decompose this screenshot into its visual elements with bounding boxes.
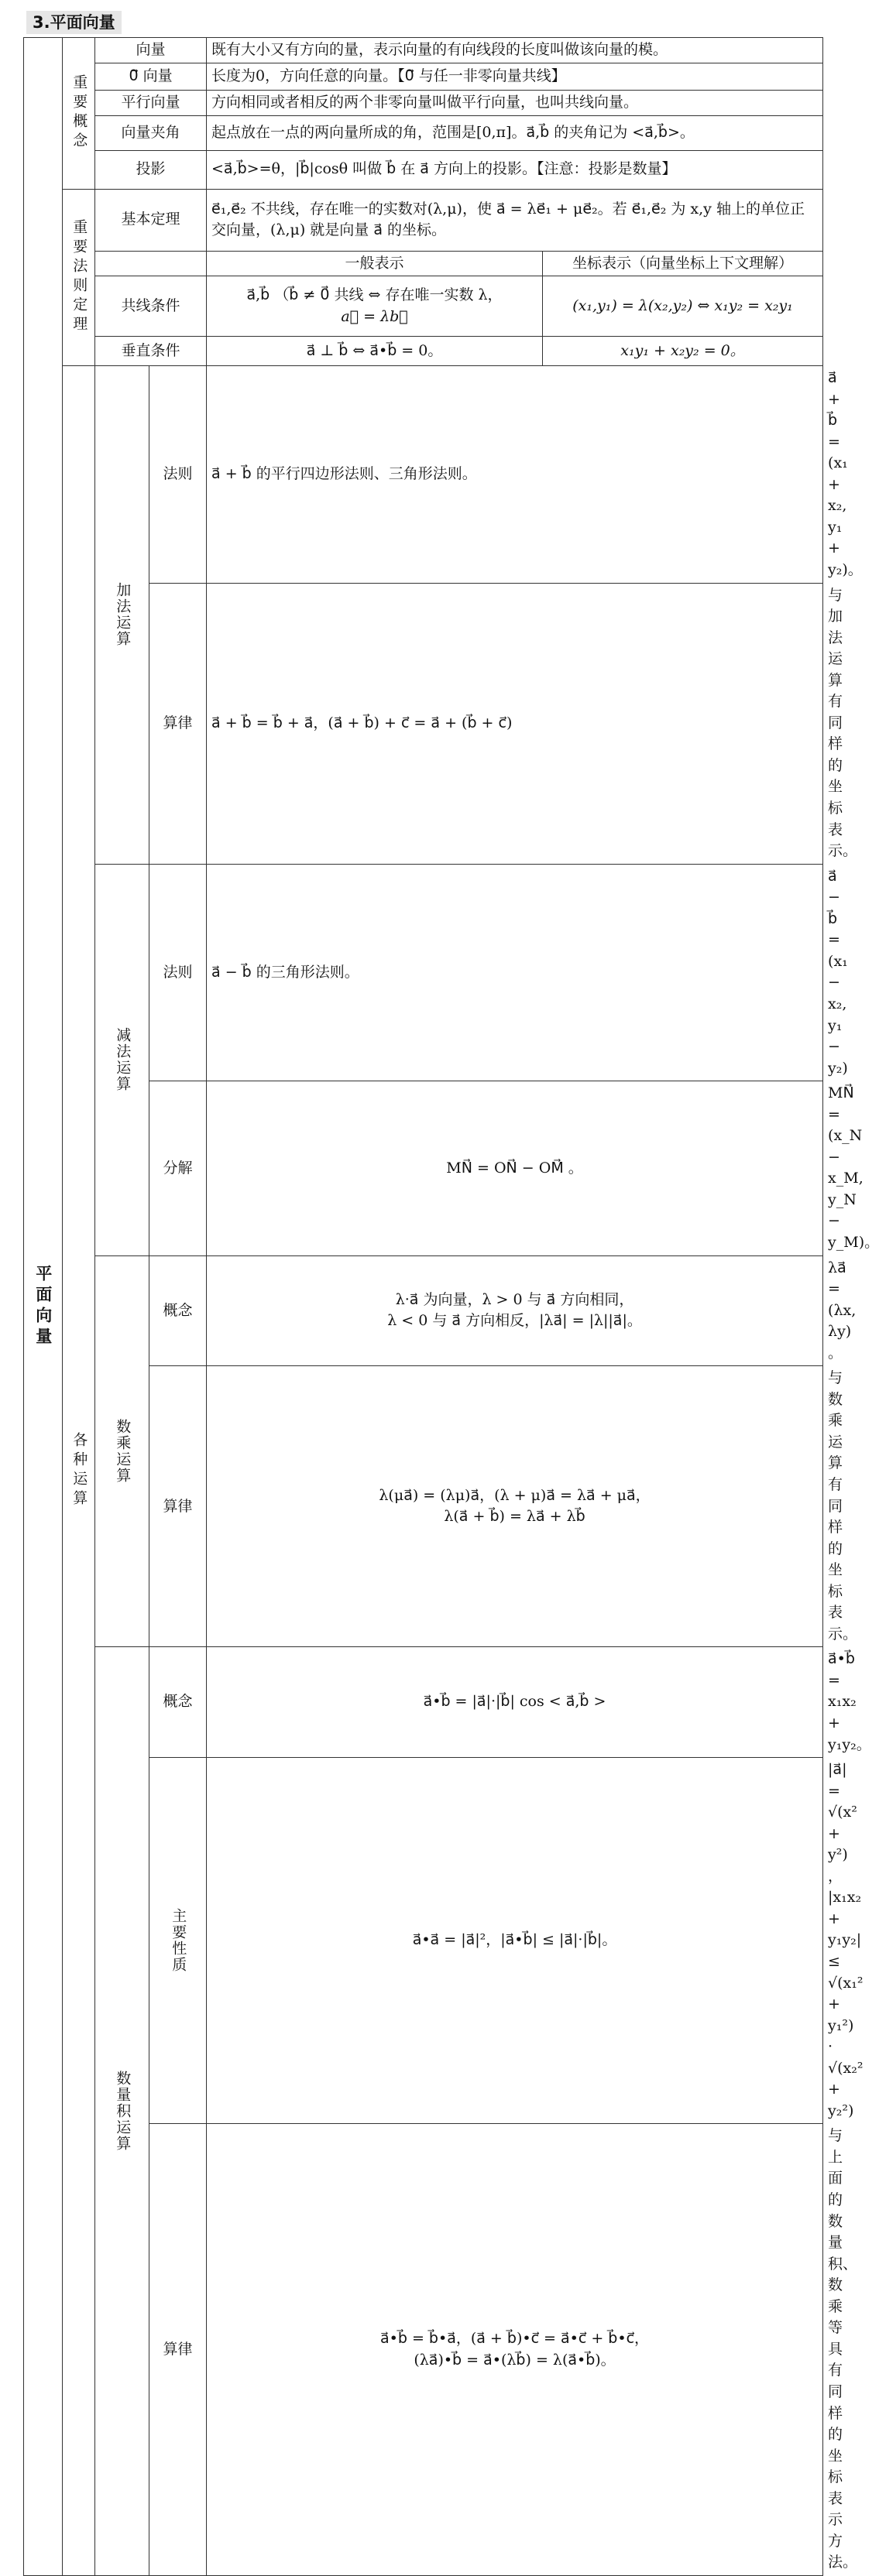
section-title: 3.平面向量 [26,11,122,34]
term-basic-theorem: 基本定理 [95,189,207,251]
add-rule-label: 法则 [149,366,207,583]
term-collinear: 共线条件 [95,276,207,337]
term-perpendicular: 垂直条件 [95,337,207,366]
dot-prop: a⃗•a⃗ = |a⃗|²，|a⃗•b⃗| ≤ |a⃗|·|b⃗|。 [207,1758,823,2124]
dot-concept-label: 概念 [149,1647,207,1758]
sub-dec-label: 分解 [149,1081,207,1255]
vector-summary-table: 平面向量 重要概念 向量 既有大小又有方向的量，表示向量的有向线段的长度叫做该向量的模。 0⃗ 向量 长度为0，方向任意的向量。【0⃗ 与任一非零向量共线】 平行向量 方向相同或者相反的两个非零向量叫做平行向量，也叫共线向量。 向量夹角 起点放在一点的两向量所成的角，范围是[0,π]。a⃗,b⃗ 的夹角记为 <a⃗,b⃗>。 投影 <a⃗,b⃗>=θ，|b⃗|cosθ 叫做 b⃗ 在 a⃗ 方向上的投影。【注意：投影是数量】 重要法则定理 基本定理 e⃗₁,e⃗₂ 不共线，存在唯一的实数对(λ,μ)，使 a⃗ = λe⃗₁ + μe⃗₂。若 e⃗₁,e⃗₂ 为 x,y 轴上的单位正交向量，(λ,μ) 就是向量 a⃗ 的坐标。 一般表示 坐标表示（向量坐标上下文理解） 共线条件 a⃗,b⃗ （b⃗ ≠ 0⃗ 共线 ⇔ 存在唯一实数 λ， a⃗ = λb⃗ (x₁,y₁) = λ(x₂,y₂) ⇔ x₁y₂ = x₂y₁ 垂直条件 a⃗ ⊥ b⃗ ⇔ a⃗•b⃗ = 0。 x₁y₁ + x₂y₂ = 0。 各种运算 加法运算 法则 a⃗ + b⃗ 的平行四边形法则、三角形法则。 a⃗ + b⃗ = (x₁ + x₂, y₁ + y₂)。 算律 a⃗ + b⃗ = b⃗ + a⃗，(a⃗ + b⃗) + c⃗ = a⃗ + (b⃗ + c⃗) 与加法运算有同样的坐标表示。 减法运算 法则 a⃗ − b⃗ 的三角形法则。 a⃗ − b⃗ = (x₁ − x₂, y₁ − y₂) 分解 MN⃗ = ON⃗ − OM⃗ 。 MN⃗ = (x_N − x_M, y_N − y_M)。 数乘运算 概念 λ·a⃗ 为向量，λ > 0 与 a⃗ 方向相同， λ < 0 与 a⃗ 方向相反，|λa⃗| = |λ||a⃗|。 λa⃗ = (λx, λy) 。 算律 λ(μa⃗) = (λμ)a⃗，(λ + μ)a⃗ = λa⃗ + μa⃗， λ(a⃗ + b⃗) = λa⃗ + λb⃗ 与数乘运算有同样的坐标表示。 数量积运算 概念 a⃗•b⃗ = |a⃗|·|b⃗| cos < a⃗,b⃗ > a⃗•b⃗ = x₁x₂ + y₁y₂。 主要性质 a⃗•a⃗ = |a⃗|²，|a⃗•b⃗| ≤ |a⃗|·|b⃗|。 |a⃗| = √(x² + y²) ， |x₁x₂ + y₁y₂| ≤ √(x₁² + y₁²) · √(x₂² + y₂²) 算律 a⃗•b⃗ = b⃗•a⃗，(a⃗ + b⃗)•c⃗ = a⃗•c⃗ + b⃗•c⃗， (λa⃗)•b⃗ = a⃗•(λb⃗) = λ(a⃗•b⃗)。 与上面的数量积、数乘等具有同样的坐标表示方法。 [23,37,823,2576]
add-law-label: 算律 [149,583,207,864]
term-parallel: 平行向量 [95,91,207,116]
scalar-concept-line2: λ < 0 与 a⃗ 方向相反，|λa⃗| = |λ||a⃗|。 [387,1312,642,1330]
header-blank [95,251,207,276]
sub-rule: a⃗ − b⃗ 的三角形法则。 [207,864,823,1081]
group-concepts: 重要概念 [63,38,95,190]
main-label: 平面向量 [24,38,63,2576]
term-vector: 向量 [95,38,207,63]
scalar-law-label: 算律 [149,1366,207,1647]
perp-general: a⃗ ⊥ b⃗ ⇔ a⃗•b⃗ = 0。 [207,337,543,366]
def-angle: 起点放在一点的两向量所成的角，范围是[0,π]。a⃗,b⃗ 的夹角记为 <a⃗,b⃗>。 [207,115,823,150]
collinear-general-line1: a⃗,b⃗ （b⃗ ≠ 0⃗ 共线 ⇔ 存在唯一实数 λ， [246,286,503,304]
group-laws: 重要法则定理 [63,189,95,366]
op-addition: 加法运算 [95,366,149,865]
scalar-concept-line1: λ·a⃗ 为向量，λ > 0 与 a⃗ 方向相同， [395,1290,634,1308]
dot-prop-label: 主要性质 [149,1758,207,2124]
op-scalar: 数乘运算 [95,1255,149,1647]
scalar-concept-label: 概念 [149,1255,207,1366]
dot-concept: a⃗•b⃗ = |a⃗|·|b⃗| cos < a⃗,b⃗ > [207,1647,823,1758]
dot-law [207,2124,823,2575]
group-operations: 各种运算 [63,366,95,2576]
add-rule: a⃗ + b⃗ 的平行四边形法则、三角形法则。 [207,366,823,583]
dot-law-label: 算律 [149,2124,207,2575]
collinear-general [207,276,543,337]
dot-law-line2: (λa⃗)•b⃗ = a⃗•(λb⃗) = λ(a⃗•b⃗)。 [414,2351,616,2369]
sub-dec: MN⃗ = ON⃗ − OM⃗ 。 [207,1081,823,1255]
term-projection: 投影 [95,150,207,189]
header-coord: 坐标表示（向量坐标上下文理解） [543,251,823,276]
def-vector: 既有大小又有方向的量，表示向量的有向线段的长度叫做该向量的模。 [207,38,823,63]
term-zero-vector: 0⃗ 向量 [95,63,207,91]
scalar-concept [207,1255,823,1366]
perp-coord: x₁y₁ + x₂y₂ = 0。 [543,337,823,366]
def-zero-vector: 长度为0，方向任意的向量。【0⃗ 与任一非零向量共线】 [207,63,823,91]
def-projection: <a⃗,b⃗>=θ，|b⃗|cosθ 叫做 b⃗ 在 a⃗ 方向上的投影。【注意：投影是数量】 [207,150,823,189]
collinear-general-line2: a⃗ = λb⃗ [341,307,408,325]
def-parallel: 方向相同或者相反的两个非零向量叫做平行向量，也叫共线向量。 [207,91,823,116]
collinear-coord: (x₁,y₁) = λ(x₂,y₂) ⇔ x₁y₂ = x₂y₁ [543,276,823,337]
header-general: 一般表示 [207,251,543,276]
scalar-law-line2: λ(a⃗ + b⃗) = λa⃗ + λb⃗ [444,1508,585,1526]
dot-law-line1: a⃗•b⃗ = b⃗•a⃗，(a⃗ + b⃗)•c⃗ = a⃗•c⃗ + b⃗•c⃗， [380,2330,650,2348]
scalar-law [207,1366,823,1647]
scalar-law-line1: λ(μa⃗) = (λμ)a⃗，(λ + μ)a⃗ = λa⃗ + μa⃗， [379,1486,651,1504]
op-dot-product: 数量积运算 [95,1647,149,2576]
add-law: a⃗ + b⃗ = b⃗ + a⃗，(a⃗ + b⃗) + c⃗ = a⃗ + (b⃗ + c⃗) [207,583,823,864]
term-angle: 向量夹角 [95,115,207,150]
op-subtraction: 减法运算 [95,864,149,1255]
sub-rule-label: 法则 [149,864,207,1081]
def-basic-theorem: e⃗₁,e⃗₂ 不共线，存在唯一的实数对(λ,μ)，使 a⃗ = λe⃗₁ + μe⃗₂。若 e⃗₁,e⃗₂ 为 x,y 轴上的单位正交向量，(λ,μ) 就是向量 a⃗ 的坐标。 [207,189,823,251]
